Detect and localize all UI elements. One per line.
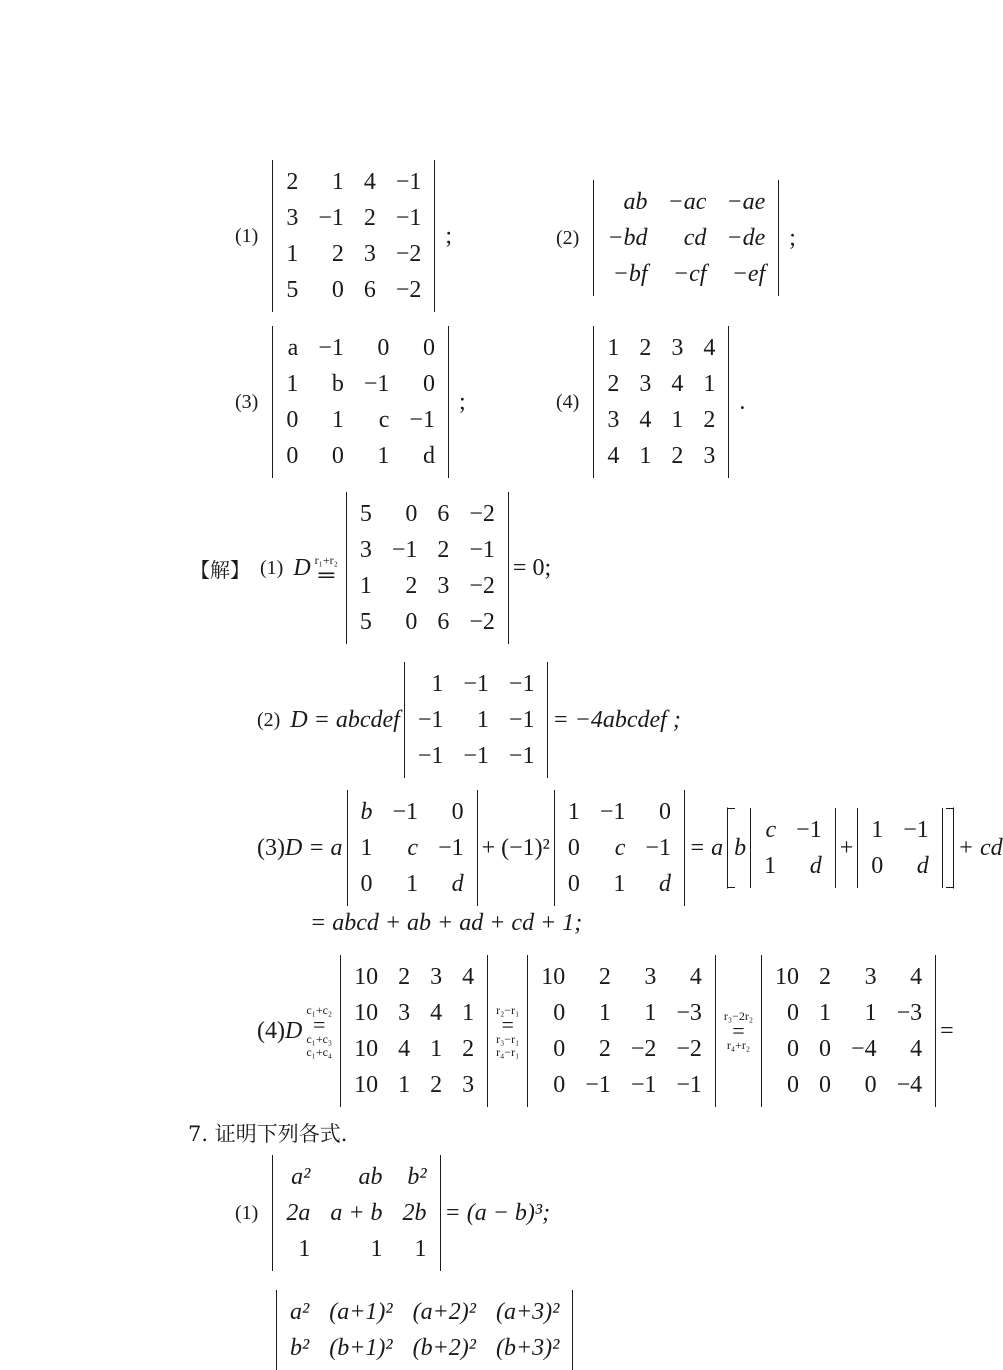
- matrix-row: [765, 959, 932, 995]
- matrix-cell: 1: [377, 443, 390, 469]
- matrix-cell: −4: [896, 1072, 923, 1098]
- matrix-row: [276, 402, 445, 438]
- matrix-cell: −2: [395, 241, 422, 267]
- matrix-cell: 2: [363, 205, 376, 231]
- matrix-cell: 4: [607, 443, 620, 469]
- matrix-p3: [272, 326, 449, 478]
- matrix-row: [276, 272, 431, 308]
- row-op-label: r₄+r₂: [726, 1038, 751, 1052]
- matrix-cell: (b+3)²: [495, 1335, 560, 1361]
- matrix-cell: −1: [585, 1072, 611, 1098]
- matrix-row: [276, 1195, 436, 1231]
- matrix-cell: ab: [623, 189, 648, 215]
- matrix-cell: 0: [819, 1072, 832, 1098]
- matrix-row: [765, 1031, 932, 1067]
- matrix-cell: 6: [437, 501, 450, 527]
- matrix-row: [350, 496, 505, 532]
- matrix-cell: 2: [286, 169, 299, 195]
- row-op-label: =: [313, 1011, 326, 1037]
- matrix-cell: 3: [671, 335, 684, 361]
- matrix-row: [531, 1031, 712, 1067]
- matrix-cell: 4: [398, 1036, 411, 1062]
- matrix-row: [344, 1067, 484, 1103]
- matrix-cell: 1: [567, 799, 580, 825]
- matrix-s3-d: [857, 808, 943, 888]
- matrix-cell: 4: [430, 1000, 443, 1026]
- matrix-s3-c: [750, 808, 836, 888]
- matrix-cell: c: [407, 835, 419, 861]
- matrix-cell: 1: [462, 1000, 475, 1026]
- matrix-cell: 0: [871, 853, 884, 879]
- matrix-cell: −1: [469, 537, 495, 563]
- matrix-cell: 4: [639, 407, 652, 433]
- matrix-cell: c: [378, 407, 390, 433]
- problem-1: (1) 2 1 4 −1 3 −1 2 −1 1 2 3 −2 5 0 6 −2 ;: [235, 160, 452, 312]
- matrix-cell: −1: [630, 1072, 657, 1098]
- matrix-cell: 4: [910, 964, 923, 990]
- matrix-cell: 3: [430, 964, 443, 990]
- matrix-cell: 0: [658, 799, 671, 825]
- matrix-row: [531, 1067, 712, 1103]
- matrix-cell: 0: [360, 871, 373, 897]
- matrix-q2: [276, 1290, 573, 1370]
- matrix-cell: b: [331, 371, 344, 397]
- matrix-cell: 1: [871, 817, 884, 843]
- matrix-cell: −1: [395, 169, 422, 195]
- matrix-row: [597, 256, 775, 292]
- section-7-title: 7. 证明下列各式.: [188, 1122, 348, 1146]
- problem-4: (4) 1 2 3 4 2 3 4 1 3 4 1 2 4 1 2 3 .: [556, 326, 745, 478]
- matrix-cell: −1: [508, 707, 535, 733]
- matrix-cell: 2: [703, 407, 716, 433]
- matrix-row: [558, 794, 681, 830]
- matrix-cell: 1: [398, 1072, 411, 1098]
- matrix-cell: 1: [639, 443, 652, 469]
- matrix-row: [351, 830, 474, 866]
- row-op-label: =: [732, 1018, 745, 1043]
- matrix-cell: −bf: [612, 261, 648, 287]
- matrix-cell: −1: [438, 835, 464, 861]
- matrix-cell: 1: [598, 1000, 611, 1026]
- matrix-cell: 10: [354, 964, 379, 990]
- matrix-cell: a²: [290, 1299, 310, 1325]
- matrix-row: [408, 738, 545, 774]
- matrix-cell: 1: [414, 1236, 427, 1262]
- matrix-cell: 3: [398, 1000, 411, 1026]
- matrix-cell: 5: [286, 277, 299, 303]
- matrix-cell: cd: [683, 225, 707, 251]
- matrix-cell: −2: [395, 277, 422, 303]
- matrix-row: [351, 794, 474, 830]
- matrix-cell: 10: [354, 1036, 379, 1062]
- matrix-cell: −1: [463, 743, 489, 769]
- matrix-row: [531, 959, 712, 995]
- matrix-cell: −1: [645, 835, 671, 861]
- matrix-s2: [404, 662, 549, 778]
- matrix-cell: −1: [796, 817, 822, 843]
- matrix-row: [276, 438, 445, 474]
- matrix-cell: −2: [469, 609, 495, 635]
- matrix-cell: 10: [354, 1000, 379, 1026]
- problem-2: (2) ab −ac −ae −bd cd −de −bf −cf −ef ;: [556, 180, 796, 296]
- section7-q2: [272, 1290, 577, 1370]
- matrix-cell: 3: [286, 205, 299, 231]
- matrix-row: [344, 1031, 484, 1067]
- row-op-label: r₃−r₁: [496, 1031, 520, 1046]
- matrix-cell: 0: [787, 1036, 800, 1062]
- matrix-row: [597, 438, 725, 474]
- matrix-row: [276, 236, 431, 272]
- matrix-cell: −1: [508, 671, 535, 697]
- matrix-cell: 4: [703, 335, 716, 361]
- matrix-cell: −ae: [726, 189, 766, 215]
- matrix-cell: 0: [553, 1000, 566, 1026]
- matrix-cell: 10: [541, 964, 566, 990]
- row-op-label: r₂−r₁: [496, 1002, 520, 1017]
- matrix-cell: −4: [851, 1036, 877, 1062]
- matrix-cell: −ef: [731, 261, 766, 287]
- matrix-p1: [272, 160, 435, 312]
- matrix-row: [350, 568, 505, 604]
- matrix-row: [765, 995, 932, 1031]
- matrix-cell: 3: [644, 964, 657, 990]
- matrix-cell: 0: [422, 335, 435, 361]
- matrix-cell: a: [287, 335, 299, 361]
- matrix-cell: 0: [819, 1036, 832, 1062]
- matrix-cell: −1: [417, 743, 444, 769]
- matrix-cell: d: [422, 443, 435, 469]
- matrix-cell: d: [451, 871, 464, 897]
- matrix-cell: 5: [359, 609, 372, 635]
- matrix-cell: 2: [398, 964, 411, 990]
- matrix-cell: 6: [437, 609, 450, 635]
- matrix-cell: 2: [639, 335, 652, 361]
- matrix-cell: 3: [437, 573, 450, 599]
- matrix-cell: −1: [391, 537, 418, 563]
- matrix-cell: −1: [599, 799, 626, 825]
- matrix-cell: 1: [644, 1000, 657, 1026]
- matrix-cell: 4: [671, 371, 684, 397]
- matrix-cell: 0: [787, 1000, 800, 1026]
- matrix-cell: 3: [639, 371, 652, 397]
- matrix-cell: 1: [360, 835, 373, 861]
- matrix-cell: 3: [363, 241, 376, 267]
- row-op-label: c₁+c₄: [306, 1044, 333, 1059]
- matrix-s4-c: [761, 955, 936, 1107]
- matrix-cell: a²: [291, 1164, 311, 1190]
- matrix-row: [350, 532, 505, 568]
- matrix-cell: 1: [286, 241, 299, 267]
- matrix-cell: (a+3)²: [495, 1299, 560, 1325]
- matrix-cell: b²: [290, 1335, 310, 1361]
- matrix-cell: 0: [405, 609, 418, 635]
- matrix-cell: d: [809, 853, 822, 879]
- matrix-row: [754, 812, 832, 848]
- matrix-row: [408, 666, 545, 702]
- matrix-cell: −2: [676, 1036, 702, 1062]
- matrix-row: [531, 995, 712, 1031]
- matrix-row: [280, 1294, 569, 1330]
- matrix-cell: 1: [819, 1000, 832, 1026]
- matrix-row: [597, 220, 775, 256]
- matrix-cell: 0: [553, 1036, 566, 1062]
- matrix-cell: 1: [613, 871, 626, 897]
- matrix-cell: 1: [703, 371, 716, 397]
- matrix-s4-b: [527, 955, 716, 1107]
- matrix-cell: −1: [318, 205, 344, 231]
- matrix-cell: 0: [377, 335, 390, 361]
- matrix-cell: 2a: [286, 1200, 311, 1226]
- matrix-cell: 0: [553, 1072, 566, 1098]
- matrix-cell: 0: [331, 277, 344, 303]
- matrix-q1: [272, 1155, 440, 1271]
- matrix-cell: 1: [864, 1000, 877, 1026]
- matrix-cell: 0: [451, 799, 464, 825]
- matrix-cell: 1: [331, 169, 344, 195]
- matrix-cell: 1: [431, 671, 444, 697]
- matrix-cell: −1: [409, 407, 435, 433]
- matrix-cell: −1: [903, 817, 929, 843]
- matrix-cell: 3: [864, 964, 877, 990]
- matrix-cell: 10: [354, 1072, 379, 1098]
- matrix-cell: −1: [363, 371, 390, 397]
- matrix-row: [408, 702, 545, 738]
- matrix-cell: −1: [318, 335, 344, 361]
- matrix-cell: b: [360, 799, 373, 825]
- matrix-cell: 2: [331, 241, 344, 267]
- matrix-cell: 5: [359, 501, 372, 527]
- matrix-cell: 4: [689, 964, 702, 990]
- matrix-cell: 4: [910, 1036, 923, 1062]
- matrix-cell: 2: [405, 573, 418, 599]
- matrix-cell: 4: [462, 964, 475, 990]
- matrix-cell: 0: [567, 835, 580, 861]
- matrix-cell: d: [916, 853, 929, 879]
- matrix-row: [276, 164, 431, 200]
- matrix-cell: 3: [607, 407, 620, 433]
- matrix-cell: ab: [358, 1164, 383, 1190]
- row-op-label: c₁+c₂: [306, 1002, 333, 1017]
- matrix-cell: 6: [363, 277, 376, 303]
- matrix-cell: 0: [422, 371, 435, 397]
- matrix-cell: −1: [508, 743, 535, 769]
- row-op-label: c₁+c₃: [306, 1031, 333, 1046]
- matrix-cell: 2: [598, 1036, 611, 1062]
- matrix-row: [558, 830, 681, 866]
- matrix-row: [344, 995, 484, 1031]
- matrix-cell: 2: [819, 964, 832, 990]
- matrix-row: [861, 812, 939, 848]
- matrix-cell: c: [614, 835, 626, 861]
- matrix-row: [597, 184, 775, 220]
- matrix-cell: 2: [430, 1072, 443, 1098]
- matrix-cell: (a+2)²: [412, 1299, 476, 1325]
- matrix-row: [754, 848, 832, 884]
- matrix-cell: −ac: [667, 189, 707, 215]
- matrix-cell: 2: [607, 371, 620, 397]
- matrix-row: [276, 1231, 436, 1267]
- matrix-row: [765, 1067, 932, 1103]
- matrix-cell: 0: [331, 443, 344, 469]
- matrix-row: [350, 604, 505, 640]
- matrix-row: [597, 330, 725, 366]
- matrix-cell: −1: [395, 205, 422, 231]
- matrix-cell: 0: [286, 407, 299, 433]
- matrix-cell: b²: [407, 1164, 427, 1190]
- matrix-cell: (b+1)²: [329, 1335, 393, 1361]
- matrix-cell: 2b: [402, 1200, 427, 1226]
- matrix-cell: 0: [787, 1072, 800, 1098]
- matrix-row: [276, 330, 445, 366]
- matrix-cell: 3: [462, 1072, 475, 1098]
- matrix-cell: 1: [406, 871, 419, 897]
- matrix-cell: 2: [671, 443, 684, 469]
- matrix-cell: 1: [430, 1036, 443, 1062]
- solution-4: (4) D c₁+c₂ = c₁+c₃ c₁+c₄ 10 2 3 4 10 3 4 1 10 4 1 2 10 1 2 3 r₂−r₁ = r₃−r₁ r₄−r₁ 10 2 3 4 0 1 1 −3 0 2 −2 −2 0 −1 −1 −1 r₃−2r₂ = r₄+r₂ 10 2 3 4 0 1 1 −3 0 0 −4 4 0 0 0 −4 =: [257, 955, 954, 1107]
- matrix-row: [351, 866, 474, 902]
- matrix-cell: −2: [469, 501, 495, 527]
- matrix-cell: −2: [469, 573, 495, 599]
- matrix-cell: 1: [370, 1236, 383, 1262]
- matrix-cell: 2: [598, 964, 611, 990]
- matrix-s4-a: [340, 955, 488, 1107]
- matrix-row: [558, 866, 681, 902]
- matrix-cell: 0: [864, 1072, 877, 1098]
- matrix-row: [861, 848, 939, 884]
- matrix-cell: 3: [359, 537, 372, 563]
- matrix-cell: c: [765, 817, 777, 843]
- matrix-row: [276, 1159, 436, 1195]
- matrix-cell: 1: [298, 1236, 311, 1262]
- matrix-cell: 0: [567, 871, 580, 897]
- matrix-row: [344, 959, 484, 995]
- matrix-cell: −3: [676, 1000, 702, 1026]
- matrix-cell: −2: [630, 1036, 657, 1062]
- matrix-cell: −1: [417, 707, 444, 733]
- matrix-cell: 1: [286, 371, 299, 397]
- matrix-row: [597, 402, 725, 438]
- matrix-cell: 4: [363, 169, 376, 195]
- matrix-s1: [346, 492, 509, 644]
- solution-1: 【解】 (1) D r₁+r₂ ═ 5 0 6 −2 3 −1 2 −1 1 2 3 −2 5 0 6 −2 = 0;: [190, 492, 551, 644]
- matrix-cell: 1: [764, 853, 777, 879]
- bracket-group: b c −1 1 d + 1 −1 0 d: [727, 807, 954, 889]
- matrix-cell: d: [658, 871, 671, 897]
- matrix-cell: 0: [405, 501, 418, 527]
- row-op-label: r₄−r₁: [496, 1044, 520, 1059]
- matrix-cell: 1: [671, 407, 684, 433]
- matrix-s3-b: [554, 790, 685, 906]
- matrix-cell: −3: [896, 1000, 923, 1026]
- matrix-cell: 1: [476, 707, 489, 733]
- matrix-cell: 0: [286, 443, 299, 469]
- matrix-cell: −de: [726, 225, 766, 251]
- matrix-cell: 1: [607, 335, 620, 361]
- solution-2: (2) D = abcdef 1 −1 −1 −1 1 −1 −1 −1 −1 = −4abcdef ;: [257, 662, 681, 778]
- matrix-cell: −1: [463, 671, 489, 697]
- matrix-row: [276, 366, 445, 402]
- problem-3: (3) a −1 0 0 1 b −1 0 0 1 c −1 0 0 1 d ;: [235, 326, 466, 478]
- solution-3-line2: = abcd + ab + ad + cd + 1;: [310, 910, 583, 936]
- row-op-label: =: [501, 1011, 514, 1037]
- row-op-label: r₃−2r₂: [723, 1009, 754, 1023]
- matrix-cell: −1: [676, 1072, 702, 1098]
- matrix-row: [280, 1330, 569, 1366]
- matrix-p4: [593, 326, 729, 478]
- solution-3: (3) D = a b −1 0 1 c −1 0 1 d + (−1)² 1 −1 0 0 c −1 0 1 d = a b c −1 1 d + 1 −1 0 d + cd: [257, 790, 1003, 906]
- matrix-row: [597, 366, 725, 402]
- matrix-cell: a + b: [330, 1200, 383, 1226]
- matrix-cell: −cf: [672, 261, 707, 287]
- matrix-cell: (a+1)²: [329, 1299, 393, 1325]
- section7-q1: (1) a² ab b² 2a a + b 2b 1 1 1 = (a − b)³;: [235, 1155, 550, 1271]
- matrix-p2: [593, 180, 779, 296]
- matrix-cell: −1: [392, 799, 419, 825]
- matrix-cell: (b+2)²: [412, 1335, 476, 1361]
- matrix-cell: 1: [331, 407, 344, 433]
- matrix-cell: 2: [462, 1036, 475, 1062]
- matrix-cell: 2: [437, 537, 450, 563]
- matrix-cell: −bd: [607, 225, 648, 251]
- matrix-row: [276, 200, 431, 236]
- matrix-s3-a: [347, 790, 478, 906]
- matrix-cell: 1: [359, 573, 372, 599]
- matrix-cell: 10: [775, 964, 800, 990]
- matrix-cell: 3: [703, 443, 716, 469]
